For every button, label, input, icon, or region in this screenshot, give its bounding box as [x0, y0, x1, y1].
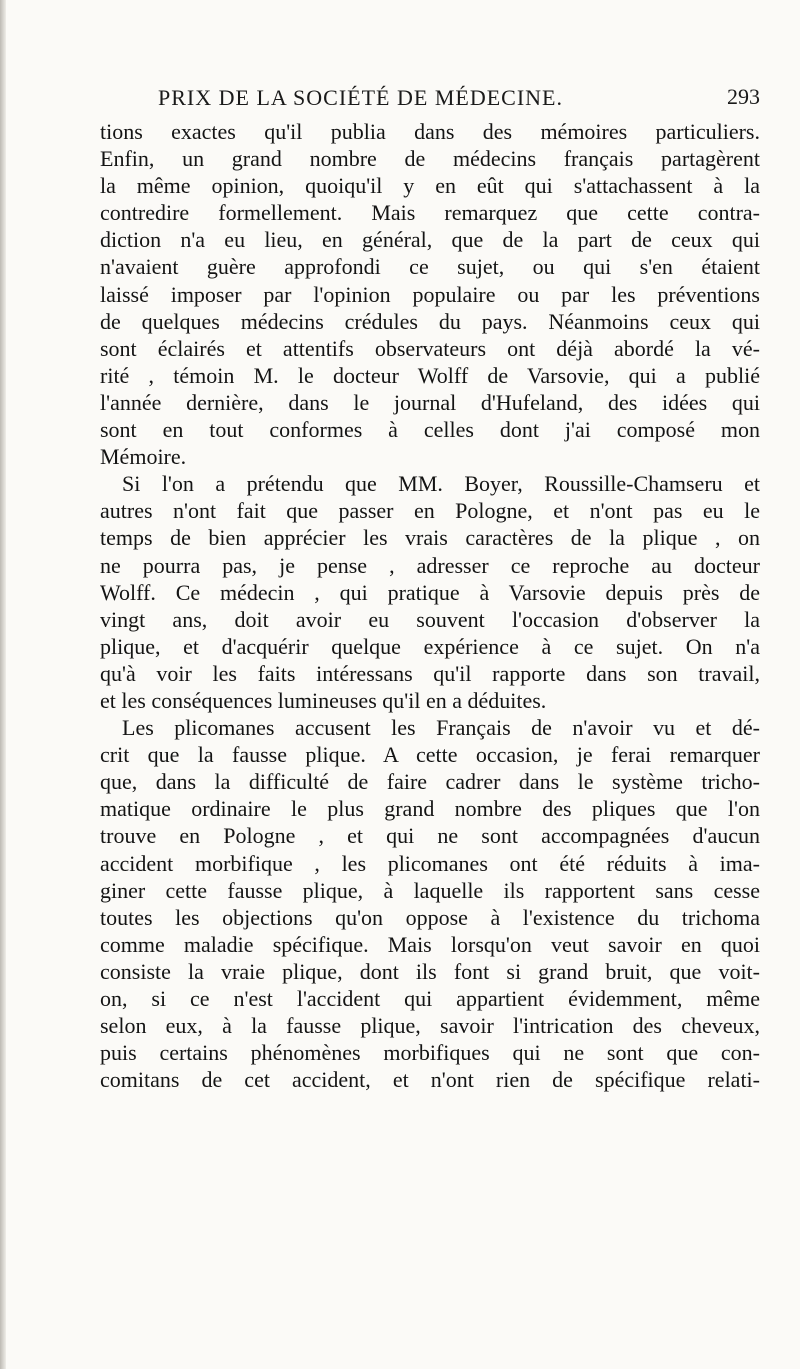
text-line: selon eux, à la fausse plique, savoir l'intrication des cheveux, [100, 1013, 760, 1039]
text-line: toutes les objections qu'on oppose à l'existence du trichoma [100, 904, 760, 930]
page-number: 293 [727, 84, 760, 109]
text-line: de quelques médecins crédules du pays. Néanmoins ceux qui [100, 308, 760, 334]
text-line: matique ordinaire le plus grand nombre des pliques que l'on [100, 796, 760, 822]
text-line: temps de bien apprécier les vrais caractères de la plique , on [100, 525, 760, 551]
text-line: vingt ans, doit avoir eu souvent l'occasion d'observer la [100, 606, 760, 632]
text-line: trouve en Pologne , et qui ne sont accompagnées d'aucun [100, 823, 760, 849]
body-text [100, 118, 760, 1093]
text-line: sont en tout conformes à celles dont j'ai composé mon [100, 417, 760, 443]
text-line: autres n'ont fait que passer en Pologne, et n'ont pas eu le [100, 498, 760, 524]
text-line: puis certains phénomènes morbifiques qui ne sont que con- [100, 1040, 760, 1066]
text-line: consiste la vraie plique, dont ils font si grand bruit, que voit- [100, 958, 760, 984]
text-line: comme maladie spécifique. Mais lorsqu'on veut savoir en quoi [100, 931, 760, 957]
text-line: rité , témoin M. le docteur Wolff de Varsovie, qui a publié [100, 362, 760, 388]
text-line: tions exactes qu'il publia dans des mémoires particuliers. [100, 119, 760, 144]
text-line: contredire formellement. Mais remarquez que cette contra- [100, 200, 760, 226]
text-line: Si l'on a prétendu que MM. Boyer, Roussille-Chamseru et [122, 471, 760, 497]
text-line: qu'à voir les faits intéressans qu'il rapporte dans son travail, [100, 660, 760, 686]
text-line: n'avaient guère approfondi ce sujet, ou qui s'en étaient [100, 254, 760, 280]
text-line: Wolff. Ce médecin , qui pratique à Varsovie depuis près de [100, 579, 760, 605]
text-line: et les conséquences lumineuses qu'il en a déduites. [100, 687, 547, 713]
running-head: PRIX DE LA SOCIÉTÉ DE MÉDECINE. [158, 85, 563, 110]
text-line: sont éclairés et attentifs observateurs ont déjà abordé la vé- [100, 335, 760, 361]
page-gutter-shadow [0, 0, 6, 1369]
page-header [100, 85, 760, 115]
text-line: plique, et d'acquérir quelque expérience à ce sujet. On n'a [100, 633, 760, 659]
text-line: que, dans la difficulté de faire cadrer dans le système tricho- [100, 769, 760, 795]
text-line: la même opinion, quoiqu'il y en eût qui s'attachassent à la [100, 173, 760, 199]
text-line: Mémoire. [100, 444, 187, 470]
text-line: ne pourra pas, je pense , adresser ce reproche au docteur [100, 552, 760, 578]
text-line: comitans de cet accident, et n'ont rien de spécifique relati- [100, 1067, 760, 1093]
text-line: l'année dernière, dans le journal d'Hufeland, des idées qui [100, 389, 760, 415]
text-line: Les plicomanes accusent les Français de n'avoir vu et dé- [122, 715, 760, 741]
text-line: accident morbifique , les plicomanes ont été réduits à ima- [100, 850, 760, 876]
text-line: crit que la fausse plique. A cette occasion, je ferai remarquer [100, 742, 760, 768]
text-line: on, si ce n'est l'accident qui appartient évidemment, même [100, 986, 760, 1011]
text-line: Enfin, un grand nombre de médecins français partagèrent [100, 146, 760, 172]
text-line: diction n'a eu lieu, en général, que de la part de ceux qui [100, 227, 760, 253]
text-line: laissé imposer par l'opinion populaire ou par les préventions [100, 281, 760, 307]
text-line: giner cette fausse plique, à laquelle ils rapportent sans cesse [100, 877, 760, 903]
